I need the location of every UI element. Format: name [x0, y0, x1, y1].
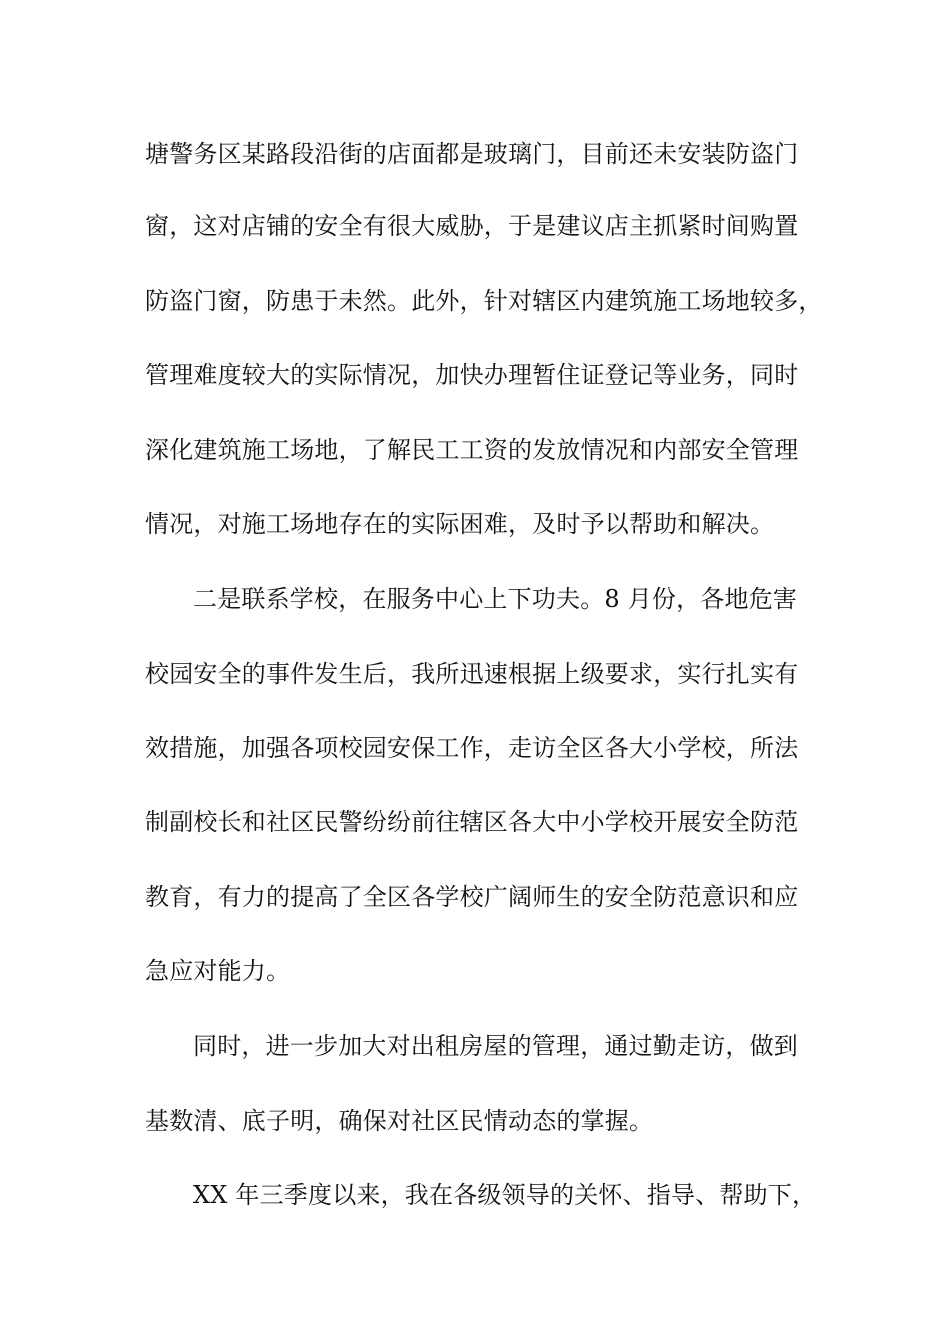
text-line: 窗，这对店铺的安全有很大威胁，于是建议店主抓紧时间购置 [145, 212, 799, 240]
text-line: 教育，有力的提高了全区各学校广阔师生的安全防范意识和应 [145, 883, 799, 911]
text-line: 塘警务区某路段沿街的店面都是玻璃门，目前还未安装防盗门 [145, 140, 799, 168]
text-line: 校园安全的事件发生后，我所迅速根据上级要求，实行扎实有 [145, 660, 799, 688]
text-line: 二是联系学校，在服务中心上下功夫。8 月份，各地危害 [193, 585, 798, 613]
text-line: XX 年三季度以来，我在各级领导的关怀、指导、帮助下， [193, 1181, 817, 1209]
text-line: 防盗门窗，防患于未然。此外，针对辖区内建筑施工场地较多， [145, 287, 823, 315]
text-line: 急应对能力。 [145, 957, 291, 985]
text-line: 深化建筑施工场地，了解民工工资的发放情况和内部安全管理 [145, 436, 799, 464]
text-line: 制副校长和社区民警纷纷前往辖区各大中小学校开展安全防范 [145, 808, 799, 836]
text-line: 同时，进一步加大对出租房屋的管理，通过勤走访，做到 [193, 1032, 798, 1060]
text-line: 管理难度较大的实际情况，加快办理暂住证登记等业务，同时 [145, 361, 799, 389]
text-line: 效措施，加强各项校园安保工作，走访全区各大小学校，所法 [145, 734, 799, 762]
text-line: 情况，对施工场地存在的实际困难，及时予以帮助和解决。 [145, 510, 775, 538]
text-line: 基数清、底子明，确保对社区民情动态的掌握。 [145, 1107, 654, 1135]
